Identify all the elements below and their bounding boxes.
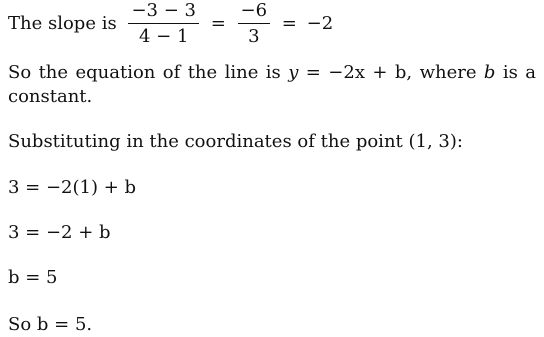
- slope-fraction-1-denominator: 4 − 1: [128, 23, 199, 46]
- equation-paragraph: [8, 64, 536, 106]
- equation-equals: =: [305, 62, 321, 83]
- conclusion-math: b = 5: [36, 314, 87, 335]
- equation-text-part2: where: [419, 62, 477, 83]
- slope-line: [8, 2, 333, 46]
- equation-text-part1: So the equation of the line is: [8, 62, 281, 83]
- conclusion-suffix: .: [86, 314, 93, 335]
- slope-equals-2: =: [281, 13, 297, 34]
- slope-prefix: The slope is: [8, 13, 117, 34]
- equation-text-line-2: constant.: [8, 86, 93, 107]
- substitution-text: Substituting in the coordinates of the point (1, 3):: [8, 131, 463, 152]
- equation-var-y: y: [288, 62, 299, 83]
- step-1: 3 = −2(1) + b: [8, 177, 137, 198]
- equation-text-line-1: [8, 64, 536, 82]
- slope-result: −2: [306, 13, 334, 34]
- conclusion-prefix: So: [8, 314, 32, 335]
- conclusion-line: [8, 316, 92, 334]
- slope-fraction-1: [128, 2, 199, 46]
- slope-fraction-2: [238, 2, 271, 46]
- step-2: 3 = −2 + b: [8, 222, 111, 243]
- slope-fraction-1-numerator: −3 − 3: [131, 0, 196, 21]
- equation-text-part3: is a: [502, 62, 536, 83]
- slope-fraction-2-numerator: −6: [240, 0, 268, 21]
- slope-fraction-2-denominator: 3: [238, 23, 271, 46]
- equation-var-b: b: [483, 62, 496, 83]
- equation-rhs: −2x + b,: [328, 62, 413, 83]
- step-3: b = 5: [8, 267, 58, 288]
- slope-equals-1: =: [210, 13, 226, 34]
